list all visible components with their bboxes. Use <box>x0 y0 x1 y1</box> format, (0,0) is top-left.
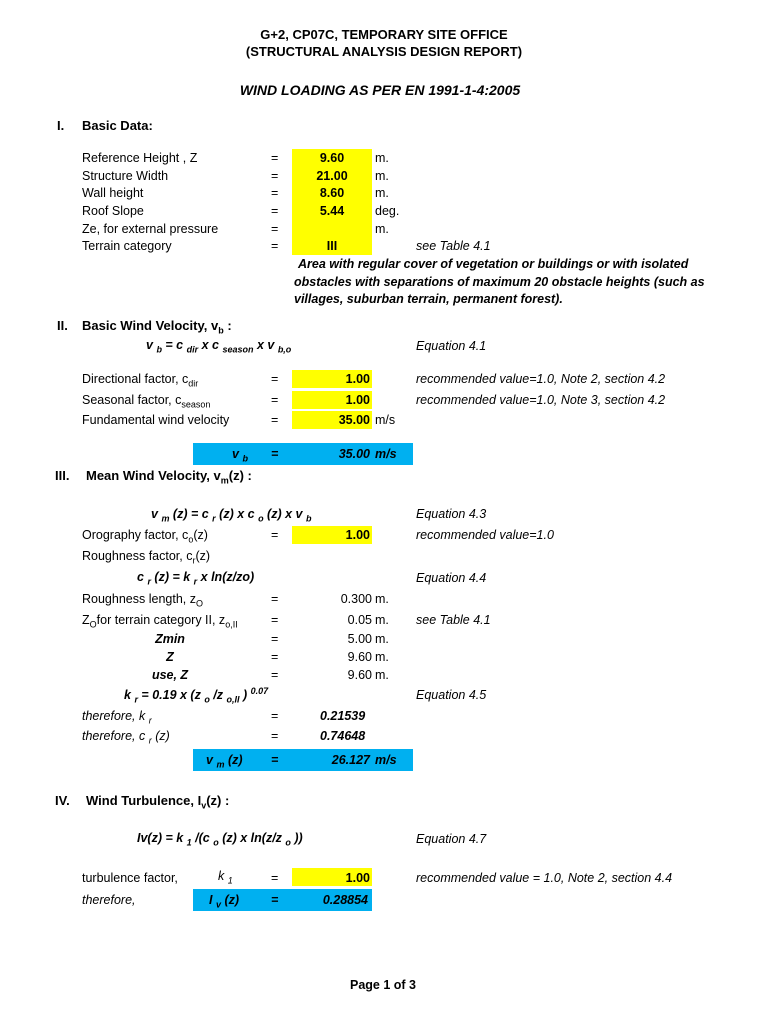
equals-sign: = <box>271 729 279 743</box>
fundamental-velocity-unit: m/s <box>375 413 396 427</box>
roughness-length-unit: m. <box>375 592 389 606</box>
equals-sign: = <box>271 871 279 885</box>
turbulence-factor-value: 1.00 <box>345 871 370 885</box>
equation-ref-4-1: Equation 4.1 <box>416 339 487 353</box>
equals-sign: = <box>271 186 279 200</box>
section-2-number: II. <box>57 318 68 333</box>
basic-data-label: Roof Slope <box>82 204 144 218</box>
basic-data-label: Structure Width <box>82 169 169 183</box>
fundamental-velocity-label: Fundamental wind velocity <box>82 413 230 427</box>
equation-ref-4-5: Equation 4.5 <box>416 688 487 702</box>
section-2-title: Basic Wind Velocity, $v_b$ : <box>82 318 232 336</box>
equals-sign: = <box>271 372 279 386</box>
report-title: WIND LOADING AS PER EN 1991-1-4:2005 <box>239 82 521 98</box>
use-z-unit: m. <box>375 668 389 682</box>
therefore-iv-label: therefore, <box>82 893 136 907</box>
roughness-length-value: 0.300 <box>340 592 372 606</box>
orography-factor-label: Orography factor, $c_o(z)$ <box>82 528 208 545</box>
equals-sign: = <box>271 204 279 218</box>
report-header-line1: G+2, CP07C, TEMPORARY SITE OFFICE <box>260 27 508 42</box>
basic-data-unit: m. <box>375 151 389 165</box>
equals-sign: = <box>271 668 279 682</box>
z0-category-ii-unit: m. <box>375 613 389 627</box>
therefore-cr-value: 0.74648 <box>320 729 366 743</box>
result-iv-equals: = <box>271 893 279 907</box>
basic-data-label: Ze, for external pressure <box>82 222 219 236</box>
terrain-description: Area with regular cover of vegetation or buildings or with isolated obstacles with separations of maximum 20 obstacle heights (such as villages, suburban terrain, permanent forest). <box>294 257 705 306</box>
directional-factor-note: recommended value=1.0, Note 2, section 4.2 <box>416 372 666 386</box>
zmin-label: Zmin <box>155 632 185 646</box>
equals-sign: = <box>271 169 279 183</box>
turbulence-factor-label: turbulence factor, <box>82 871 178 885</box>
z-unit: m. <box>375 650 389 664</box>
equals-sign: = <box>271 393 279 407</box>
section-1-title: Basic Data: <box>82 118 153 133</box>
result-iv-value: 0.28854 <box>322 893 368 907</box>
directional-factor-label: Directional factor, $c_{dir}$ <box>82 372 199 389</box>
result-vb-equals: = <box>271 447 279 461</box>
therefore-cr-label: therefore, c $_r$ (z) <box>82 729 170 746</box>
seasonal-factor-label: Seasonal factor, $c_{season}$ <box>82 393 211 410</box>
roughness-length-label: Roughness length, $z_O$ <box>82 592 203 609</box>
basic-data-unit: deg. <box>375 204 400 218</box>
formula-cr: c $_r$ (z) = k $_r$ x ln(z/zo) <box>137 570 255 587</box>
basic-data-label: Terrain category <box>82 239 172 253</box>
section-4-number: IV. <box>55 793 70 808</box>
z0-category-ii-note: see Table 4.1 <box>416 613 491 627</box>
z-label: Z <box>166 650 174 664</box>
equals-sign: = <box>271 632 279 646</box>
formula-vm: v $_m$ (z) = c $_r$ (z) x c $_o$ (z) x v $_b$ <box>151 507 312 524</box>
result-vb-value: 35.00 <box>338 447 370 461</box>
equals-sign: = <box>271 151 279 165</box>
result-vb-symbol: v $_b$ <box>232 447 248 464</box>
section-4-title: Wind Turbulence, $I_v(z)$ : <box>86 793 230 811</box>
equals-sign: = <box>271 650 279 664</box>
basic-data-unit: m. <box>375 222 389 236</box>
roughness-factor-label: Roughness factor, $c_r(z)$ <box>82 549 211 566</box>
turbulence-factor-symbol: k $_1$ <box>218 869 233 886</box>
fundamental-velocity-value: 35.00 <box>338 413 370 427</box>
formula-vb: v $_b$ = c $_{dir}$ x c $_{season}$ x v $_{b,o}$ <box>146 338 292 355</box>
basic-data-value: 8.60 <box>319 186 345 200</box>
seasonal-factor-note: recommended value=1.0, Note 3, section 4.2 <box>416 393 666 407</box>
basic-data-value: 9.60 <box>319 151 345 165</box>
section-3-title: Mean Wind Velocity, $v_m(z)$ : <box>86 468 252 486</box>
basic-data-note: see Table 4.1 <box>416 239 491 253</box>
formula-kr: k $_r$ = 0.19 x (z $_o$ /z $_{o,II}$ ) $^{0.07}$ <box>124 685 269 705</box>
z0-category-ii-value: 0.05 <box>347 613 372 627</box>
equals-sign: = <box>271 239 279 253</box>
basic-data-value: 21.00 <box>316 169 348 183</box>
equation-ref-4-3: Equation 4.3 <box>416 507 487 521</box>
therefore-kr-label: therefore, k $_r$ <box>82 709 152 726</box>
result-vb-unit: m/s <box>375 447 397 461</box>
equation-ref-4-7: Equation 4.7 <box>416 832 487 846</box>
equals-sign: = <box>271 709 279 723</box>
result-vm-value: 26.127 <box>331 753 370 767</box>
basic-data-value: III <box>326 239 338 253</box>
result-iv-symbol: I $_v$ (z) <box>209 893 240 910</box>
equals-sign: = <box>271 528 279 542</box>
equals-sign: = <box>271 222 279 236</box>
basic-data-unit: m. <box>375 186 389 200</box>
zmin-unit: m. <box>375 632 389 646</box>
basic-data-label: Wall height <box>82 186 144 200</box>
page-number: Page 1 of 3 <box>350 978 416 992</box>
result-vm-equals: = <box>271 753 279 767</box>
basic-data-label: Reference Height , Z <box>82 151 198 165</box>
orography-factor-note: recommended value=1.0 <box>416 528 554 542</box>
report-header-line2: (STRUCTURAL ANALYSIS DESIGN REPORT) <box>245 44 523 59</box>
orography-factor-value: 1.00 <box>345 528 370 542</box>
equation-ref-4-4: Equation 4.4 <box>416 571 487 585</box>
formula-iv: Iv(z) = k $_1$ /(c $_o$ (z) x ln(z/z $_o$ )) <box>137 831 303 848</box>
z-value: 9.60 <box>347 650 372 664</box>
basic-data-value: 5.44 <box>319 204 345 218</box>
use-z-value: 9.60 <box>347 668 372 682</box>
equals-sign: = <box>271 413 279 427</box>
section-3-number: III. <box>55 468 70 483</box>
equals-sign: = <box>271 592 279 606</box>
turbulence-factor-note: recommended value = 1.0, Note 2, section 4.4 <box>416 871 673 885</box>
basic-data-unit: m. <box>375 169 389 183</box>
seasonal-factor-value: 1.00 <box>345 393 370 407</box>
directional-factor-value: 1.00 <box>345 372 370 386</box>
zmin-value: 5.00 <box>347 632 372 646</box>
input-cell-ze <box>292 220 372 238</box>
equals-sign: = <box>271 613 279 627</box>
result-vm-symbol: v $_m$ (z) <box>206 753 243 770</box>
therefore-kr-value: 0.21539 <box>320 709 366 723</box>
section-1-number: I. <box>57 118 65 133</box>
result-vm-unit: m/s <box>375 753 397 767</box>
z0-category-ii-label: $Z_Ofor$ terrain category II, $z_{o,II}$ <box>82 613 238 630</box>
use-z-label: use, Z <box>151 668 189 682</box>
